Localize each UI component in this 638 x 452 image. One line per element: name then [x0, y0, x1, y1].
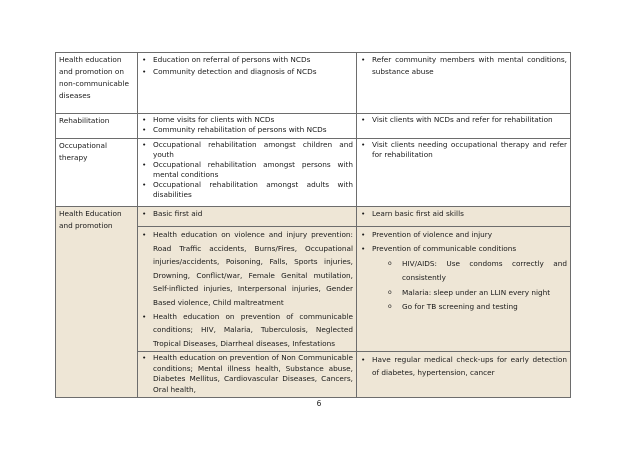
community-cell	[357, 114, 571, 139]
table-row	[56, 114, 571, 139]
community-cell	[357, 227, 571, 352]
sub-list-item: o Malaria: sleep under an LLIN every night	[388, 286, 567, 300]
list-item: • Visit clients with NCDs and refer for rehabilitation	[360, 115, 567, 125]
row-label-cell	[56, 139, 138, 207]
row-label-cell	[56, 207, 138, 398]
row-label: Health education and promotion on non-communicable diseases	[59, 55, 129, 100]
community-cell	[357, 352, 571, 398]
row-label: Occupational therapy	[59, 141, 107, 162]
list-item: • Learn basic first aid skills	[360, 208, 567, 220]
page-number: 6	[316, 399, 322, 408]
list-item: • Education on referral of persons with NCDs	[141, 54, 353, 66]
list-item: • Community detection and diagnosis of NCDs	[141, 66, 353, 78]
services-cell	[138, 352, 357, 398]
list-item: • Visit clients needing occupational therapy and refer for rehabilitation	[360, 140, 567, 160]
list-item: • Occupational rehabilitation amongst persons with mental conditions	[141, 160, 353, 180]
list-item: • Community rehabilitation of persons with NCDs	[141, 125, 353, 135]
sub-list-item: o Go for TB screening and testing	[388, 300, 567, 314]
list-item: • Health education on prevention of communicable conditions; HIV, Malaria, Tuberculosis, Neglected Tropical Diseases, Diarrheal diseases, Infestations	[141, 310, 353, 351]
services-cell	[138, 53, 357, 114]
community-cell	[357, 139, 571, 207]
services-cell	[138, 114, 357, 139]
list-item: • Prevention of communicable conditions	[360, 242, 567, 256]
table-row	[56, 139, 571, 207]
services-cell	[138, 207, 357, 227]
services-cell	[138, 227, 357, 352]
list-item: • Occupational rehabilitation amongst adults with disabilities	[141, 180, 353, 200]
list-item: • Refer community members with mental conditions, substance abuse	[360, 54, 567, 78]
list-item: • Health education on violence and injury prevention: Road Traffic accidents, Burns/Fires, Occupational injuries/accidents, Poisoning, Falls, Sports injuries, Drowning, Conflict/war, Female Genital mutilation, Self-inflicted injuries, Interpersonal injuries, Gender Based violence, Child maltreatment	[141, 228, 353, 310]
sub-list-item: o HIV/AIDS: Use condoms correctly and consistently	[388, 257, 567, 286]
community-cell	[357, 207, 571, 227]
list-item: • Have regular medical check-ups for early detection of diabetes, hypertension, cancer	[360, 353, 567, 379]
list-item: • Home visits for clients with NCDs	[141, 115, 353, 125]
table-row	[56, 53, 571, 114]
list-item: • Health education on prevention of Non Communicable conditions; Mental illness health, Substance abuse, Diabetes Mellitus, Cardiovascular Diseases, Cancers, Oral health,	[141, 353, 353, 395]
list-item: • Prevention of violence and injury	[360, 228, 567, 242]
services-table	[55, 52, 571, 398]
services-cell	[138, 139, 357, 207]
list-item: • Basic first aid	[141, 208, 353, 220]
list-item: • Occupational rehabilitation amongst children and youth	[141, 140, 353, 160]
row-label-cell	[56, 53, 138, 114]
table-row	[56, 207, 571, 227]
row-label: Rehabilitation	[59, 116, 110, 125]
row-label-cell	[56, 114, 138, 139]
community-cell	[357, 53, 571, 114]
row-label: Health Education and promotion	[59, 209, 122, 230]
